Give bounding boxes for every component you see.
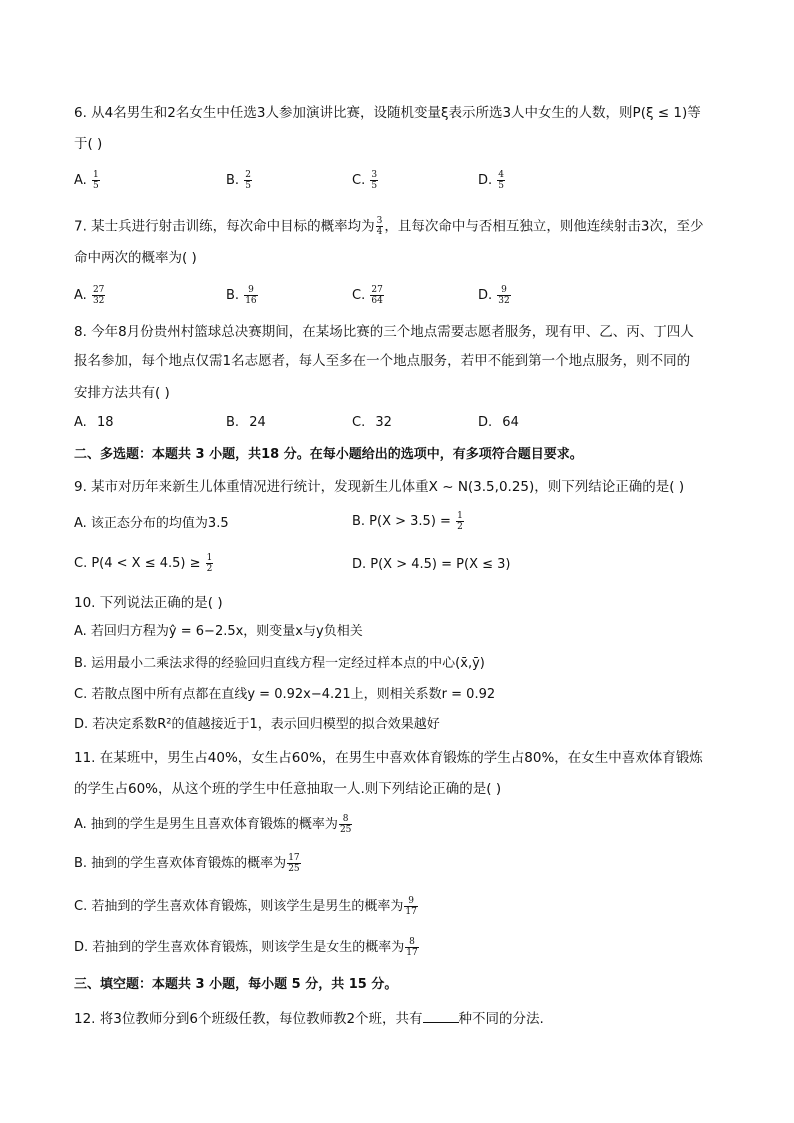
q12-text-pre: 12. 将3位教师分到6个班级任教，每位教师教2个班，共有 [74, 1011, 423, 1027]
q8-stem-line2: 报名参加，每个地点仅需1名志愿者，每人至多在一个地点服务，若甲不能到第一个地点服务，则不同的 [74, 353, 691, 369]
fraction: $\frac{9}{17}$ [405, 896, 417, 917]
option-label: C. [352, 288, 366, 303]
q7-option-d[interactable] [478, 285, 512, 306]
fraction: $\frac{3}{4}$ [376, 216, 383, 237]
q11-option-c[interactable] [74, 896, 419, 917]
q7-option-b[interactable] [226, 285, 259, 306]
fraction: $\frac{4}{5}$ [498, 170, 505, 191]
q7-text-part2: ，且每次命中与否相互独立，则他连续射击3次，至少 [384, 218, 704, 235]
fraction: $\frac{9}{16}$ [245, 285, 257, 306]
option-value: 32 [375, 415, 392, 430]
q8-option-c[interactable] [352, 414, 392, 432]
option-label: C. [352, 415, 366, 430]
fraction: $\frac{8}{25}$ [339, 814, 352, 835]
q8-stem-line3: 安排方法共有( ) [74, 385, 170, 401]
q10-stem: 10. 下列说法正确的是( ) [74, 595, 223, 611]
q12-text-post: 种不同的分法. [458, 1011, 544, 1027]
option-text: A. 抽到的学生是男生且喜欢体育锻炼的概率为 [74, 817, 338, 832]
option-label: D. [478, 288, 493, 303]
option-label: B. [226, 173, 240, 188]
fraction: $\frac{27}{32}$ [92, 285, 105, 306]
answer-blank[interactable] [423, 1008, 459, 1023]
option-value: 64 [502, 415, 519, 430]
fraction: $\frac{3}{5}$ [371, 170, 378, 191]
q6-stem-line2: 于( ) [74, 136, 103, 152]
option-text: B. P(X > 3.5) = [352, 514, 451, 529]
section-heading-fill-in: 三、填空题：本题共 3 小题，每小题 5 分，共 15 分。 [74, 977, 398, 992]
fraction: $\frac{2}{5}$ [245, 170, 251, 191]
q7-option-a[interactable] [74, 285, 106, 306]
q8-stem-line1: 8. 今年8月份贵州村篮球总决赛期间，在某场比赛的三个地点需要志愿者服务，现有甲、乙、丙、丁四人 [74, 324, 694, 340]
q9-option-c[interactable] [74, 553, 214, 574]
option-label: A. [74, 415, 87, 430]
q10-option-d[interactable]: D. 若决定系数R²的值越接近于1，表示回归模型的拟合效果越好 [74, 717, 440, 732]
q10-option-c[interactable]: C. 若散点图中所有点都在直线y = 0.92x−4.21上，则相关系数r = 0.92 [74, 687, 496, 702]
q6-option-a[interactable] [74, 170, 101, 191]
q9-stem: 9. 某市对历年来新生儿体重情况进行统计，发现新生儿体重X ~ N(3.5,0.25)，则下列结论正确的是( ) [74, 479, 685, 495]
q11-option-b[interactable] [74, 853, 302, 874]
q6-option-b[interactable] [226, 170, 253, 191]
option-label: B. [226, 288, 240, 303]
option-label: C. [352, 173, 366, 188]
q11-option-a[interactable] [74, 814, 353, 835]
fraction: $\frac{27}{64}$ [371, 285, 383, 306]
option-label: B. [226, 415, 240, 430]
q9-option-d[interactable]: D. P(X > 4.5) = P(X ≤ 3) [352, 557, 511, 572]
q7-stem-line1 [74, 216, 704, 237]
q10-option-b[interactable]: B. 运用最小二乘法求得的经验回归直线方程一定经过样本点的中心(x̄,ȳ) [74, 656, 485, 671]
fraction: $\frac{9}{32}$ [498, 285, 510, 306]
section-heading-multiple-choice: 二、多选题：本题共 3 小题，共18 分。在每小题给出的选项中，有多项符合题目要求。 [74, 447, 583, 462]
q11-stem-line2: 的学生占60%，从这个班的学生中任意抽取一人.则下列结论正确的是( ) [74, 781, 502, 797]
option-label: D. [478, 415, 493, 430]
q6-option-d[interactable] [478, 170, 506, 191]
q8-option-a[interactable] [74, 414, 113, 432]
q7-option-c[interactable] [352, 285, 385, 306]
option-text: C. P(4 < X ≤ 4.5) ≥ [74, 556, 201, 571]
option-text: B. 抽到的学生喜欢体育锻炼的概率为 [74, 856, 287, 871]
q7-stem-line2: 命中两次的概率为( ) [74, 250, 197, 266]
q10-option-a[interactable]: A. 若回归方程为ŷ = 6−2.5x，则变量x与y负相关 [74, 624, 363, 639]
option-label: A. [74, 173, 87, 188]
q8-option-b[interactable] [226, 414, 266, 432]
fraction: $\frac{1}{2}$ [206, 553, 213, 574]
fraction: $\frac{1}{5}$ [92, 170, 99, 191]
option-label: A. [74, 288, 87, 303]
q6-option-c[interactable] [352, 170, 379, 191]
fraction: $\frac{1}{2}$ [457, 511, 463, 532]
q12-stem [74, 1008, 544, 1028]
q9-option-a[interactable]: A. 该正态分布的均值为3.5 [74, 516, 229, 531]
option-value: 18 [96, 415, 114, 430]
q7-text-part1: 7. 某士兵进行射击训练，每次命中目标的概率均为 [74, 218, 375, 235]
option-text: C. 若抽到的学生喜欢体育锻炼，则该学生是男生的概率为 [74, 899, 404, 914]
fraction: $\frac{17}{25}$ [288, 853, 300, 874]
q9-option-b[interactable] [352, 511, 465, 532]
q11-option-d[interactable] [74, 937, 420, 958]
option-label: D. [478, 173, 493, 188]
q11-stem-line1: 11. 在某班中，男生占40%，女生占60%，在男生中喜欢体育锻炼的学生占80%，在女生中喜欢体育锻炼 [74, 750, 703, 766]
option-text: D. 若抽到的学生喜欢体育锻炼，则该学生是女生的概率为 [74, 940, 405, 955]
q8-option-d[interactable] [478, 414, 519, 432]
option-value: 24 [249, 415, 266, 430]
q6-stem-line1: 6. 从4名男生和2名女生中任选3人参加演讲比赛，设随机变量ξ表示所选3人中女生的人数，则P(ξ ≤ 1)等 [74, 105, 701, 121]
fraction: $\frac{8}{17}$ [406, 937, 418, 958]
